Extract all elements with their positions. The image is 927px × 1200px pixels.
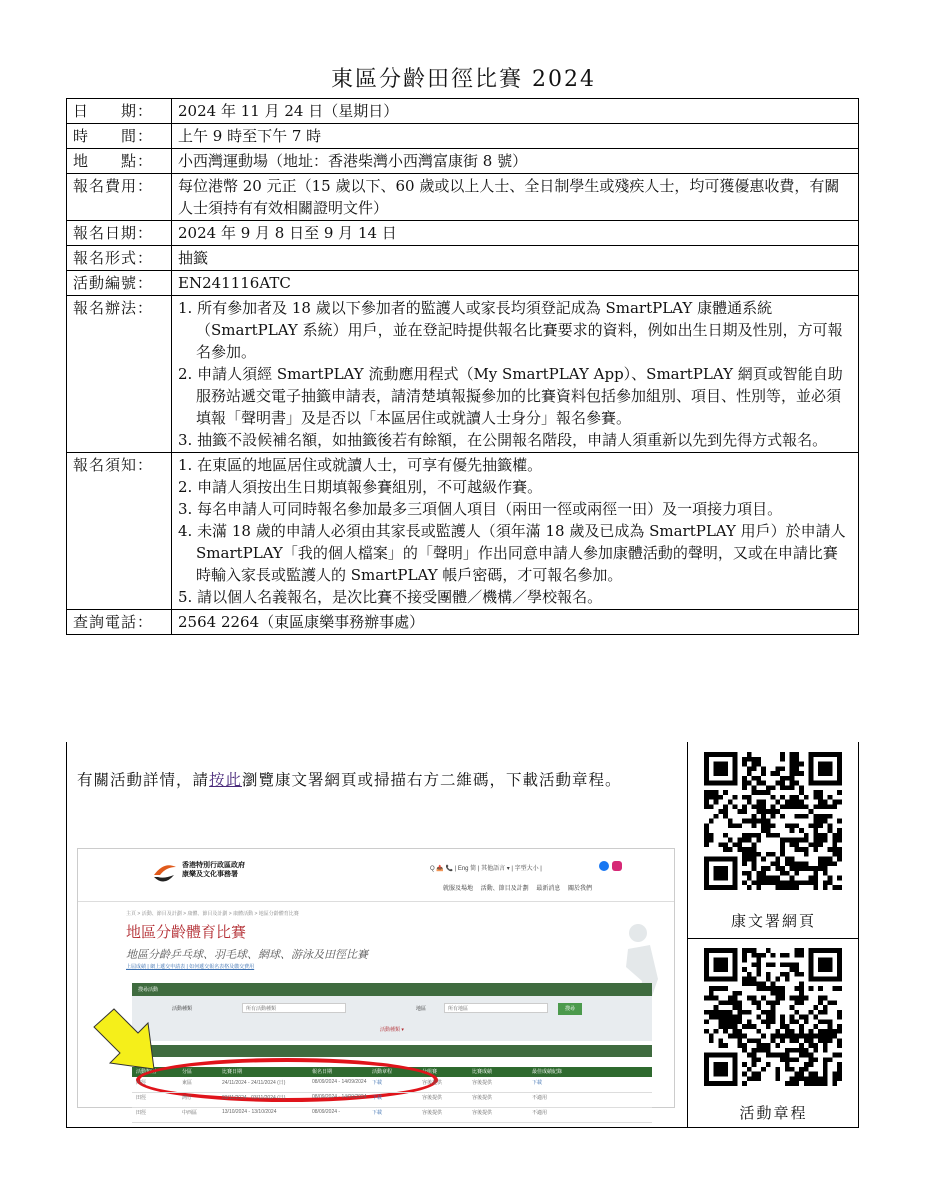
info-row	[67, 453, 859, 610]
info-value	[172, 174, 859, 221]
results-cell: 下載	[532, 1080, 543, 1086]
qr-rules	[688, 948, 859, 1127]
info-row	[67, 271, 859, 296]
social-icons	[599, 860, 623, 872]
info-value-line: 3. 抽籤不設候補名額，如抽籤後若有餘額，在公開報名階段，申請人須重新以先到先得方式報名。	[178, 431, 828, 449]
results-cell: 田徑	[136, 1110, 147, 1116]
results-header-cell: 比賽成績	[472, 1069, 493, 1075]
results-cell: 東區	[182, 1080, 193, 1086]
qr-website-label: 康文署網頁	[730, 912, 816, 930]
filter-label-district: 地區	[416, 1006, 427, 1012]
qr-column	[687, 742, 859, 1127]
top-nav: Q 📤 📞 | Eng 简 | 其他語言 ▾ | 字型大小 |	[430, 866, 542, 872]
screenshot-subtitle: 地區分齡乒乓球、羽毛球、網球、游泳及田徑比賽	[126, 949, 368, 961]
results-cell: 容後提供	[472, 1110, 493, 1116]
info-label: 報名費用：	[67, 174, 172, 221]
detail-prefix: 有關活動詳情，請	[77, 771, 210, 789]
info-row	[67, 246, 859, 271]
main-menu: 就服及場地 活動、節目及計劃 最新消息 關於我們	[443, 886, 593, 892]
results-row	[132, 1108, 652, 1123]
info-row	[67, 174, 859, 221]
detail-section	[66, 742, 859, 1128]
info-row	[67, 149, 859, 174]
filter-search-button: 搜尋	[558, 1003, 582, 1015]
results-cell: 下載	[372, 1080, 383, 1086]
info-value-line: 抽籤	[178, 249, 209, 267]
arrow-icon	[88, 1009, 168, 1079]
results-cell: 下載	[372, 1110, 383, 1116]
results-cell: 容後提供	[422, 1110, 443, 1116]
info-label: 報名日期：	[67, 221, 172, 246]
info-label: 報名辦法：	[67, 296, 172, 453]
info-value-line: EN241116ATC	[178, 274, 291, 292]
search-bar-header	[132, 983, 652, 996]
results-header-cell: 比賽日期	[222, 1069, 243, 1075]
info-value-line: 上午 9 時至下午 7 時	[178, 127, 322, 145]
detail-text	[77, 768, 622, 790]
info-value-line: 2. 申請人須按出生日期填報參賽組別，不可越級作賽。	[178, 478, 543, 496]
results-cell: 中西區	[182, 1110, 198, 1116]
info-value-line: 2024 年 9 月 8 日至 9 月 14 日	[178, 224, 397, 242]
logo-line1: 香港特別行政區政府	[182, 862, 245, 869]
info-table	[66, 98, 859, 635]
results-cell: 容後提供	[422, 1080, 443, 1086]
info-value	[172, 296, 859, 453]
results-header-cell: 活動類別	[136, 1069, 157, 1075]
results-cell: 容後提供	[422, 1095, 443, 1101]
info-value	[172, 246, 859, 271]
filter-select-type: 所有活動種類	[242, 1003, 346, 1013]
info-row	[67, 99, 859, 124]
lcsd-logo-text	[182, 861, 245, 879]
info-row	[67, 124, 859, 149]
qr-website	[688, 752, 859, 938]
info-value-line: 4. 未滿 18 歲的申請人必須由其家長或監護人（須年滿 18 歲及已成為 SmartPLAY 用戶）於申請人 SmartPLAY「我的個人檔案」的「聲明」作出同意申請人參加康體活動的聲明，又或在申請比賽時輸入家長或監護人的 SmartPLAY 帳戶密碼，才可報名參加。	[178, 522, 846, 584]
website-screenshot	[77, 848, 675, 1116]
info-label: 活動編號：	[67, 271, 172, 296]
info-value	[172, 99, 859, 124]
detail-link[interactable]: 按此	[209, 771, 243, 789]
info-value-line: 小西灣運動場（地址：香港柴灣小西灣富康街 8 號）	[178, 152, 528, 170]
results-cell: 田徑	[136, 1095, 147, 1101]
results-cell: 容後提供	[472, 1095, 493, 1101]
page-title: 東區分齡田徑比賽 2024	[331, 67, 596, 92]
info-value-line: 2. 申請人須經 SmartPLAY 流動應用程式（My SmartPLAY App）、SmartPLAY 網頁或智能自助服務站遞交電子抽籤申請表，請清楚填報擬參加的比賽資料包括參加組別、項目、性別等，並必須填報「聲明書」及是否以「本區居住或就讀人士身分」報名參賽。	[178, 365, 843, 427]
results-cell: 08/09/2024 - 14/09/2024	[312, 1094, 367, 1100]
detail-suffix: 瀏覽康文署網頁或掃描右方二維碼，下載活動章程。	[242, 771, 622, 789]
info-value-line: 2564 2264（東區康樂事務辦事處）	[178, 613, 425, 631]
filter-toggle: 活動種類 ▾	[380, 1027, 404, 1033]
info-value	[172, 221, 859, 246]
results-row	[132, 1093, 652, 1108]
results-cell: 不適用	[532, 1095, 548, 1101]
info-label: 日 期：	[67, 99, 172, 124]
info-row	[67, 296, 859, 453]
info-value-line: 3. 每名申請人可同時報名參加最多三項個人項目（兩田一徑或兩徑一田）及一項接力項目。	[178, 500, 783, 518]
info-label: 報名形式：	[67, 246, 172, 271]
info-row	[67, 221, 859, 246]
results-cell: 03/11/2024 - 03/11/2024 (日)	[222, 1095, 286, 1101]
filter-label-type: 活動種類	[172, 1006, 193, 1012]
info-value-line: 2024 年 11 月 24 日（星期日）	[178, 102, 399, 120]
info-row	[67, 610, 859, 635]
results-cell: 灣仔	[182, 1095, 193, 1101]
info-value	[172, 610, 859, 635]
search-bar-title: 搜尋活動	[138, 987, 159, 993]
info-value-line: 1. 所有參加者及 18 歲以下參加者的監護人或家長均須登記成為 SmartPLAY 康體通系統（SmartPLAY 系統）用戶，並在登記時提供報名比賽要求的資料，例如出生日期及性別，方可報名參加。	[178, 299, 843, 361]
results-header-cell: 分組賽	[422, 1069, 438, 1075]
info-value	[172, 453, 859, 610]
info-value-line: 5. 請以個人名義報名，是次比賽不接受團體／機構／學校報名。	[178, 588, 603, 606]
results-cell: 田徑	[136, 1080, 147, 1086]
info-value	[172, 124, 859, 149]
results-cell: 下載	[372, 1095, 383, 1101]
results-cell: 24/11/2024 - 24/11/2024 (日)	[222, 1080, 286, 1086]
info-label: 查詢電話：	[67, 610, 172, 635]
results-header-cell: 最佳成績紀錄	[532, 1069, 563, 1075]
screenshot-title: 地區分齡體育比賽	[126, 924, 247, 941]
results-header-cell: 活動章程	[372, 1069, 393, 1075]
info-value	[172, 271, 859, 296]
filter-select-district: 所有地區	[444, 1003, 548, 1013]
results-header-cell: 分區	[182, 1069, 193, 1075]
qr-code-icon	[704, 948, 842, 1086]
info-label: 報名須知：	[67, 453, 172, 610]
info-label: 時 間：	[67, 124, 172, 149]
info-value-line: 每位港幣 20 元正（15 歲以下、60 歲或以上人士、全日制學生或殘疾人士，均可獲優惠收費，有關人士須持有有效相關證明文件）	[178, 177, 840, 217]
info-label: 地 點：	[67, 149, 172, 174]
info-value	[172, 149, 859, 174]
results-cell: 08/09/2024 - 14/09/2024	[312, 1079, 367, 1085]
results-header-cell: 報名日期	[312, 1069, 333, 1075]
info-value-line: 1. 在東區的地區居住或就讀人士，可享有優先抽籤權。	[178, 456, 543, 474]
results-cell: 08/09/2024 -	[312, 1109, 341, 1115]
qr-rules-label: 活動章程	[739, 1104, 808, 1122]
results-cell: 容後提供	[472, 1080, 493, 1086]
screenshot-links: 上屆成績 | 網上遞交申請表 | 如何遞交報名表格及繳交費用	[126, 964, 255, 970]
qr-code-icon	[704, 752, 842, 890]
results-row	[132, 1078, 652, 1093]
search-filter	[132, 996, 652, 1041]
results-cell: 13/10/2024 - 13/10/2024	[222, 1109, 277, 1115]
breadcrumb: 主頁 > 活動、節目及計劃 > 康體、節目及計劃 > 康體活動 > 地區分齡體育比賽	[126, 911, 299, 917]
results-bar	[132, 1045, 652, 1057]
results-cell: 不適用	[532, 1110, 548, 1116]
logo-line2: 康樂及文化事務署	[182, 871, 238, 878]
lcsd-logo-icon	[150, 861, 178, 885]
